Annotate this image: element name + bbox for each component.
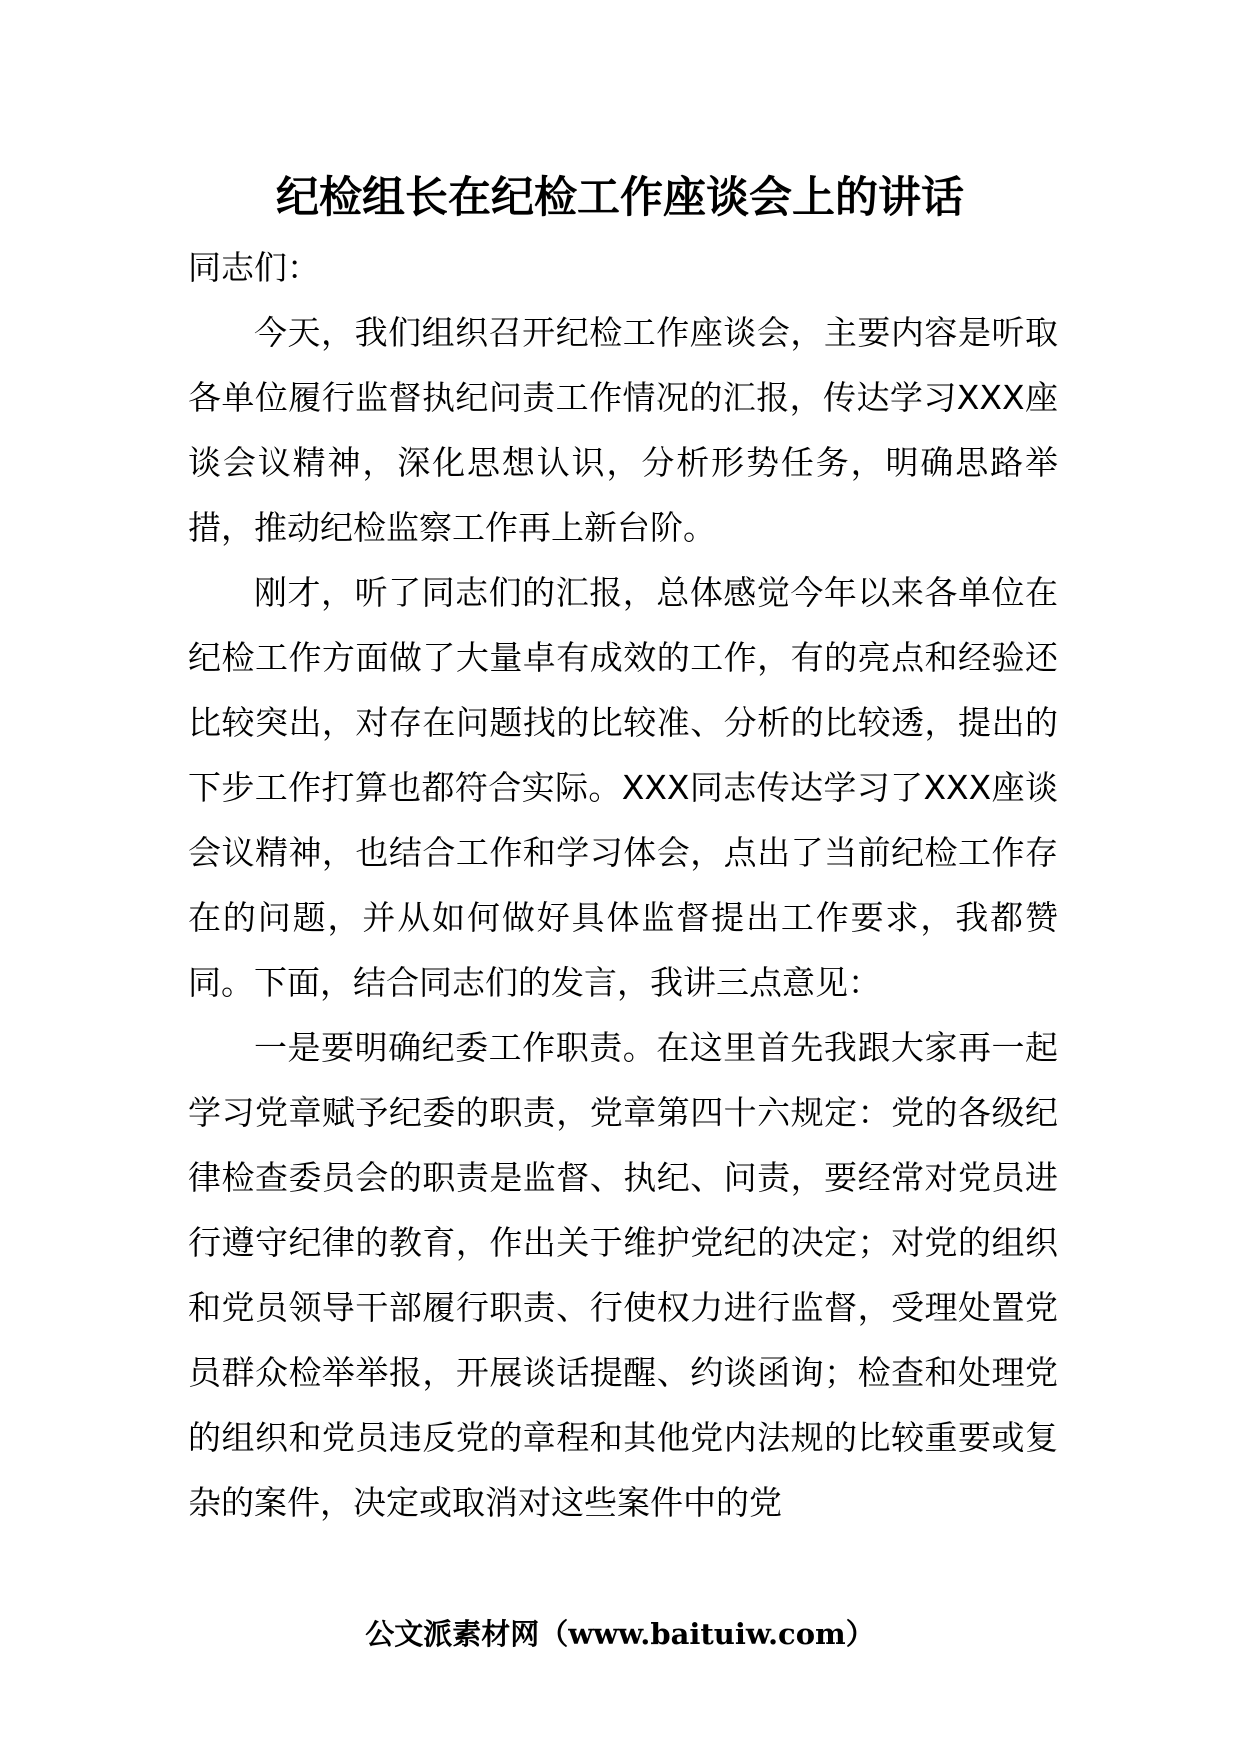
document-body	[188, 235, 1058, 1535]
footer-watermark: 公文派素材网（www.baituiw.com）	[365, 1617, 875, 1651]
paragraph-3: 一是要明确纪委工作职责。在这里首先我跟大家再一起学习党章赋予纪委的职责，党章第四十六规定：党的各级纪律检查委员会的职责是监督、执纪、问责，要经常对党员进行遵守纪律的教育，作出关于维护党纪的决定；对党的组织和党员领导干部履行职责、行使权力进行监督，受理处置党员群众检举举报，开展谈话提醒、约谈函询；检查和处理党的组织和党员违反党的章程和其他党内法规的比较重要或复杂的案件，决定或取消对这些案件中的党	[188, 1028, 1058, 1522]
paragraph-2: 刚才，听了同志们的汇报，总体感觉今年以来各单位在纪检工作方面做了大量卓有成效的工作，有的亮点和经验还比较突出，对存在问题找的比较准、分析的比较透，提出的下步工作打算也都符合实际。XXX同志传达学习了XXX座谈会议精神，也结合工作和学习体会，点出了当前纪检工作存在的问题，并从如何做好具体监督提出工作要求，我都赞同。下面，结合同志们的发言，我讲三点意见：	[188, 573, 1058, 1002]
salutation: 同志们：	[188, 248, 320, 287]
document-title: 纪检组长在纪检工作座谈会上的讲话	[276, 173, 964, 223]
paragraph-1: 今天，我们组织召开纪检工作座谈会，主要内容是听取各单位履行监督执纪问责工作情况的汇报，传达学习XXX座谈会议精神，深化思想认识，分析形势任务，明确思路举措，推动纪检监察工作再上新台阶。	[188, 313, 1058, 547]
